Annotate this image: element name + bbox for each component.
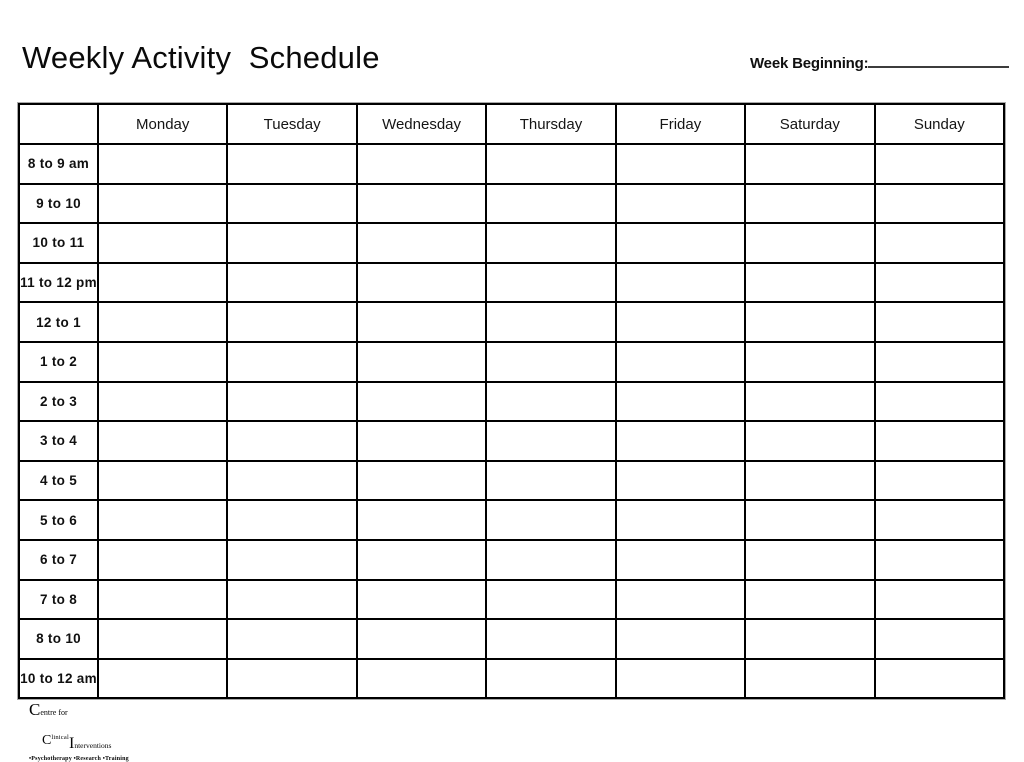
schedule-cell-wednesday-6[interactable] — [357, 382, 486, 422]
schedule-cell-saturday-8[interactable] — [745, 461, 874, 501]
schedule-cell-wednesday-7[interactable] — [357, 421, 486, 461]
schedule-cell-thursday-1[interactable] — [486, 184, 615, 224]
time-slot-label: 10 to 12 am — [19, 659, 98, 699]
schedule-cell-thursday-7[interactable] — [486, 421, 615, 461]
schedule-cell-saturday-9[interactable] — [745, 500, 874, 540]
day-header-wednesday: Wednesday — [357, 104, 486, 144]
time-slot-label: 4 to 5 — [19, 461, 98, 501]
schedule-cell-sunday-10[interactable] — [875, 540, 1004, 580]
week-beginning-blank-line[interactable] — [868, 54, 1009, 68]
schedule-cell-sunday-0[interactable] — [875, 144, 1004, 184]
day-header-monday: Monday — [98, 104, 227, 144]
schedule-cell-thursday-5[interactable] — [486, 342, 615, 382]
schedule-cell-sunday-2[interactable] — [875, 223, 1004, 263]
schedule-cell-sunday-6[interactable] — [875, 382, 1004, 422]
time-slot-label: 8 to 10 — [19, 619, 98, 659]
schedule-cell-sunday-7[interactable] — [875, 421, 1004, 461]
schedule-row-13 — [19, 659, 1004, 699]
schedule-cell-thursday-12[interactable] — [486, 619, 615, 659]
time-slot-label: 11 to 12 pm — [19, 263, 98, 303]
time-slot-label: 12 to 1 — [19, 302, 98, 342]
time-slot-label: 8 to 9 am — [19, 144, 98, 184]
schedule-cell-friday-6[interactable] — [616, 382, 745, 422]
schedule-cell-tuesday-3[interactable] — [227, 263, 356, 303]
schedule-cell-monday-8[interactable] — [98, 461, 227, 501]
time-slot-label: 6 to 7 — [19, 540, 98, 580]
schedule-cell-wednesday-12[interactable] — [357, 619, 486, 659]
time-slot-label: 7 to 8 — [19, 580, 98, 620]
time-slot-label: 2 to 3 — [19, 382, 98, 422]
schedule-row-8 — [19, 461, 1004, 501]
schedule-table — [18, 103, 1005, 699]
schedule-cell-friday-11[interactable] — [616, 580, 745, 620]
schedule-cell-monday-9[interactable] — [98, 500, 227, 540]
schedule-cell-monday-11[interactable] — [98, 580, 227, 620]
schedule-body — [19, 144, 1004, 698]
day-header-tuesday: Tuesday — [227, 104, 356, 144]
schedule-cell-wednesday-0[interactable] — [357, 144, 486, 184]
schedule-cell-sunday-13[interactable] — [875, 659, 1004, 699]
schedule-cell-friday-13[interactable] — [616, 659, 745, 699]
schedule-cell-sunday-1[interactable] — [875, 184, 1004, 224]
schedule-cell-friday-5[interactable] — [616, 342, 745, 382]
schedule-row-6 — [19, 382, 1004, 422]
schedule-row-10 — [19, 540, 1004, 580]
schedule-cell-tuesday-0[interactable] — [227, 144, 356, 184]
schedule-cell-friday-3[interactable] — [616, 263, 745, 303]
time-slot-label: 5 to 6 — [19, 500, 98, 540]
schedule-cell-saturday-0[interactable] — [745, 144, 874, 184]
schedule-cell-tuesday-11[interactable] — [227, 580, 356, 620]
schedule-cell-wednesday-4[interactable] — [357, 302, 486, 342]
schedule-cell-monday-13[interactable] — [98, 659, 227, 699]
schedule-cell-wednesday-3[interactable] — [357, 263, 486, 303]
schedule-cell-monday-7[interactable] — [98, 421, 227, 461]
schedule-cell-thursday-6[interactable] — [486, 382, 615, 422]
schedule-cell-wednesday-1[interactable] — [357, 184, 486, 224]
schedule-cell-tuesday-10[interactable] — [227, 540, 356, 580]
day-header-sunday: Sunday — [875, 104, 1004, 144]
week-beginning — [750, 54, 1009, 72]
schedule-cell-monday-3[interactable] — [98, 263, 227, 303]
schedule-row-9 — [19, 500, 1004, 540]
schedule-cell-sunday-11[interactable] — [875, 580, 1004, 620]
schedule-cell-monday-6[interactable] — [98, 382, 227, 422]
schedule-cell-friday-8[interactable] — [616, 461, 745, 501]
schedule-cell-friday-9[interactable] — [616, 500, 745, 540]
schedule-cell-saturday-13[interactable] — [745, 659, 874, 699]
schedule-cell-wednesday-8[interactable] — [357, 461, 486, 501]
schedule-cell-friday-1[interactable] — [616, 184, 745, 224]
schedule-cell-wednesday-13[interactable] — [357, 659, 486, 699]
logo-initial-c2: C — [42, 733, 52, 748]
schedule-cell-friday-12[interactable] — [616, 619, 745, 659]
schedule-row-5 — [19, 342, 1004, 382]
schedule-cell-friday-0[interactable] — [616, 144, 745, 184]
time-slot-label: 10 to 11 — [19, 223, 98, 263]
logo-tagline: •Psychotherapy •Research •Training — [29, 756, 129, 762]
logo-text-entre-for: entre for — [40, 708, 68, 717]
time-slot-label: 1 to 2 — [19, 342, 98, 382]
schedule-cell-tuesday-1[interactable] — [227, 184, 356, 224]
schedule-cell-wednesday-5[interactable] — [357, 342, 486, 382]
schedule-cell-thursday-3[interactable] — [486, 263, 615, 303]
schedule-cell-thursday-8[interactable] — [486, 461, 615, 501]
schedule-cell-sunday-8[interactable] — [875, 461, 1004, 501]
time-slot-label: 9 to 10 — [19, 184, 98, 224]
schedule-row-4 — [19, 302, 1004, 342]
schedule-cell-monday-5[interactable] — [98, 342, 227, 382]
day-header-saturday: Saturday — [745, 104, 874, 144]
schedule-cell-thursday-11[interactable] — [486, 580, 615, 620]
schedule-cell-saturday-3[interactable] — [745, 263, 874, 303]
logo-line-centre-for — [29, 701, 129, 719]
schedule-cell-thursday-2[interactable] — [486, 223, 615, 263]
time-slot-label: 3 to 4 — [19, 421, 98, 461]
schedule-cell-monday-0[interactable] — [98, 144, 227, 184]
schedule-cell-monday-2[interactable] — [98, 223, 227, 263]
schedule-cell-sunday-5[interactable] — [875, 342, 1004, 382]
cci-logo — [29, 701, 129, 762]
schedule-cell-saturday-11[interactable] — [745, 580, 874, 620]
schedule-cell-saturday-10[interactable] — [745, 540, 874, 580]
schedule-cell-saturday-4[interactable] — [745, 302, 874, 342]
schedule-cell-sunday-3[interactable] — [875, 263, 1004, 303]
logo-text-linical: linical — [51, 734, 69, 741]
schedule-row-11 — [19, 580, 1004, 620]
schedule-cell-tuesday-4[interactable] — [227, 302, 356, 342]
schedule-cell-friday-7[interactable] — [616, 421, 745, 461]
logo-line-clinical-interventions — [42, 732, 129, 752]
schedule-row-12 — [19, 619, 1004, 659]
schedule-cell-tuesday-9[interactable] — [227, 500, 356, 540]
schedule-cell-tuesday-2[interactable] — [227, 223, 356, 263]
schedule-cell-wednesday-10[interactable] — [357, 540, 486, 580]
schedule-cell-saturday-2[interactable] — [745, 223, 874, 263]
schedule-row-3 — [19, 263, 1004, 303]
schedule-cell-monday-10[interactable] — [98, 540, 227, 580]
schedule-cell-monday-1[interactable] — [98, 184, 227, 224]
day-header-thursday: Thursday — [486, 104, 615, 144]
schedule-cell-friday-10[interactable] — [616, 540, 745, 580]
day-header-friday: Friday — [616, 104, 745, 144]
schedule-cell-friday-2[interactable] — [616, 223, 745, 263]
week-beginning-label: Week Beginning: — [750, 55, 869, 72]
schedule-cell-saturday-6[interactable] — [745, 382, 874, 422]
schedule-row-1 — [19, 184, 1004, 224]
schedule-cell-saturday-1[interactable] — [745, 184, 874, 224]
schedule-cell-saturday-7[interactable] — [745, 421, 874, 461]
schedule-cell-monday-12[interactable] — [98, 619, 227, 659]
logo-initial-c: C — [29, 700, 41, 719]
schedule-header-row — [19, 104, 1004, 144]
time-column-header-empty — [19, 104, 98, 144]
schedule-cell-sunday-9[interactable] — [875, 500, 1004, 540]
schedule-cell-tuesday-13[interactable] — [227, 659, 356, 699]
schedule-cell-thursday-13[interactable] — [486, 659, 615, 699]
schedule-row-0 — [19, 144, 1004, 184]
schedule-cell-thursday-4[interactable] — [486, 302, 615, 342]
schedule-cell-tuesday-12[interactable] — [227, 619, 356, 659]
schedule-cell-tuesday-6[interactable] — [227, 382, 356, 422]
schedule-cell-wednesday-9[interactable] — [357, 500, 486, 540]
schedule-cell-wednesday-2[interactable] — [357, 223, 486, 263]
schedule-cell-saturday-5[interactable] — [745, 342, 874, 382]
schedule-cell-thursday-9[interactable] — [486, 500, 615, 540]
schedule-cell-thursday-10[interactable] — [486, 540, 615, 580]
schedule-row-7 — [19, 421, 1004, 461]
schedule-cell-monday-4[interactable] — [98, 302, 227, 342]
schedule-row-2 — [19, 223, 1004, 263]
logo-initial-i: I — [69, 735, 75, 752]
schedule-cell-sunday-12[interactable] — [875, 619, 1004, 659]
schedule-cell-tuesday-7[interactable] — [227, 421, 356, 461]
schedule-cell-friday-4[interactable] — [616, 302, 745, 342]
schedule-cell-saturday-12[interactable] — [745, 619, 874, 659]
logo-text-nterventions: nterventions — [74, 741, 112, 750]
schedule-cell-tuesday-8[interactable] — [227, 461, 356, 501]
schedule-cell-wednesday-11[interactable] — [357, 580, 486, 620]
schedule-cell-thursday-0[interactable] — [486, 144, 615, 184]
schedule-cell-tuesday-5[interactable] — [227, 342, 356, 382]
page-title: Weekly Activity Schedule — [22, 40, 380, 75]
schedule-cell-sunday-4[interactable] — [875, 302, 1004, 342]
